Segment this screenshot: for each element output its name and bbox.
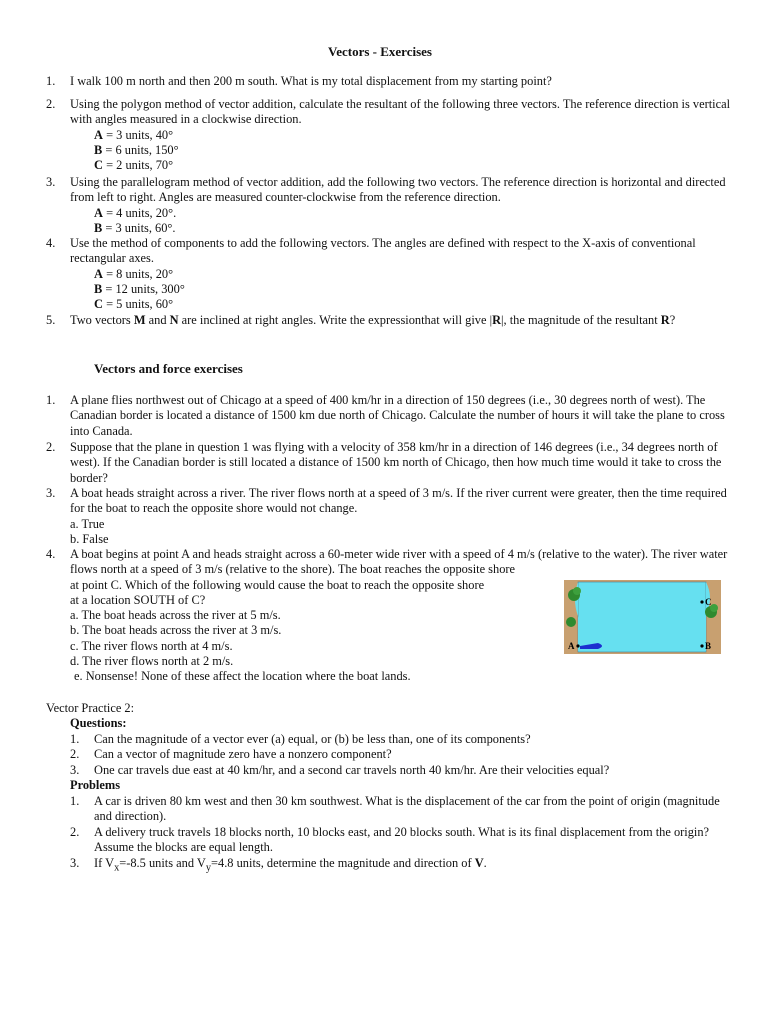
- vector-line: A = 3 units, 40°: [94, 127, 174, 142]
- practice-problem-3: [70, 856, 720, 876]
- item-text: A car is driven 80 km west and then 30 km southwest. What is the displacement of the car from the point of origin (magnitude and direction).: [94, 794, 720, 824]
- item-text: A plane flies northwest out of Chicago at a speed of 400 km/hr in a direction of 150 degrees (i.e., 30 degrees north of west). The Canadian border is located a distance of 1500 km due north of Chicago. Calculate the number of hours it will take the plane to cross into Canada.: [70, 393, 725, 438]
- river-diagram: [564, 580, 721, 654]
- point-a-label: A: [568, 641, 575, 651]
- force-exercise-1: [46, 393, 736, 439]
- vector-line: C = 2 units, 70°: [94, 158, 174, 173]
- vector-line: B = 6 units, 150°: [94, 142, 179, 157]
- item-number: 1.: [70, 732, 80, 746]
- vector-practice-heading: Vector Practice 2:: [46, 701, 135, 715]
- practice-question-2: [70, 747, 740, 762]
- exercise-5: [46, 313, 736, 328]
- page-title: Vectors - Exercises: [328, 44, 432, 59]
- option-c: c. The river flows north at 4 m/s.: [70, 638, 233, 653]
- item-text-cont: at point C. Which of the following would cause the boat to reach the opposite shore: [70, 577, 485, 592]
- practice-problem-2: [70, 825, 720, 856]
- option-a: a. The boat heads across the river at 5 m/s.: [70, 608, 281, 623]
- option-b: b. False: [70, 531, 109, 546]
- point-b-label: B: [705, 641, 712, 651]
- item-number: 3.: [70, 763, 80, 777]
- item-text-cont: at a location SOUTH of C?: [70, 592, 206, 607]
- item-text: Using the parallelogram method of vector addition, add the following two vectors. The reference direction is horizontal and directed from left to right. Angles are measured counter-clockwise from the reference direction.: [70, 175, 726, 205]
- item-number: 2.: [70, 825, 80, 839]
- option-b: b. The boat heads across the river at 3 m/s.: [70, 623, 282, 638]
- item-text: One car travels due east at 40 km/hr, and a second car travels north 40 km/hr. Are their velocities equal?: [94, 763, 610, 777]
- point-c-label: C: [705, 597, 712, 607]
- item-number: 2.: [70, 747, 80, 761]
- practice-question-1: [70, 732, 740, 747]
- item-number: 1.: [46, 393, 56, 407]
- item-number: 3.: [46, 175, 56, 189]
- item-text: A boat heads straight across a river. The river flows north at a speed of 3 m/s. If the river current were greater, then the time required for the boat to reach the opposite shore would not change.: [70, 486, 727, 516]
- practice-problem-1: [70, 794, 720, 825]
- item-text: Can the magnitude of a vector ever (a) equal, or (b) be less than, one of its components?: [94, 732, 531, 746]
- exercise-3: [46, 175, 736, 236]
- river-water: [578, 582, 706, 652]
- item-text: Use the method of components to add the following vectors. The angles are defined with respect to the X-axis of conventional rectangular axes.: [70, 236, 696, 266]
- section-heading: Vectors and force exercises: [94, 361, 243, 376]
- vector-line: B = 12 units, 300°: [94, 281, 185, 296]
- item-text: Can a vector of magnitude zero have a nonzero component?: [94, 747, 392, 761]
- force-exercise-2: [46, 440, 736, 486]
- vector-line: B = 3 units, 60°.: [94, 220, 176, 235]
- item-number: 3.: [46, 486, 56, 500]
- vector-line: A = 4 units, 20°.: [94, 205, 177, 220]
- exercise-4: [46, 236, 736, 312]
- item-text: A boat begins at point A and heads straight across a 60-meter wide river with a speed of 4 m/s (relative to the water). The river water flows north at a speed of 3 m/s (relative to the shore). The boat reaches the opposite shore: [70, 547, 728, 577]
- tree-icon: [566, 617, 576, 627]
- item-text: Suppose that the plane in question 1 was flying with a velocity of 358 km/hr in a direction of 146 degrees (i.e., 34 degrees north of west). If the Canadian border is still located a distance of 1500 km north of Chicago, then how much time would it take to cross the border?: [70, 440, 722, 485]
- questions-label: Questions:: [70, 716, 127, 730]
- item-text: A delivery truck travels 18 blocks north, 10 blocks east, and 20 blocks south. What is its final displacement from the origin? Assume the blocks are equal length.: [94, 825, 710, 855]
- point-c-dot: [700, 600, 703, 603]
- item-number: 4.: [46, 236, 56, 250]
- item-number: 2.: [46, 97, 56, 111]
- option-d: d. The river flows north at 2 m/s.: [70, 654, 234, 669]
- exercise-1: [46, 74, 736, 89]
- point-a-dot: [576, 644, 579, 647]
- vector-line: C = 5 units, 60°: [94, 297, 174, 312]
- problems-label: Problems: [70, 778, 121, 792]
- practice-question-3: [70, 763, 740, 778]
- force-exercise-3: [46, 486, 736, 547]
- item-number: 2.: [46, 440, 56, 454]
- item-text: I walk 100 m north and then 200 m south. What is my total displacement from my starting point?: [70, 74, 552, 88]
- exercise-2: [46, 97, 736, 173]
- item-text: Using the polygon method of vector addition, calculate the resultant of the following three vectors. The reference direction is vertical with angles measured in a clockwise direction.: [70, 97, 731, 127]
- point-b-dot: [700, 644, 703, 647]
- item-number: 3.: [70, 856, 80, 870]
- item-number: 5.: [46, 313, 56, 327]
- option-e: e. Nonsense! None of these affect the location where the boat lands.: [74, 669, 411, 684]
- vector-line: A = 8 units, 20°: [94, 266, 174, 281]
- item-text: Two vectors M and N are inclined at right angles. Write the expressionthat will give |R|, the magnitude of the resultant R?: [70, 313, 676, 327]
- item-number: 4.: [46, 547, 56, 561]
- item-number: 1.: [46, 74, 56, 88]
- item-number: 1.: [70, 794, 80, 808]
- option-a: a. True: [70, 516, 105, 531]
- item-text: If $V_x=-8.5$ units and $V_y=4.8$ units, determine the magnitude and direction of V.: [94, 856, 487, 874]
